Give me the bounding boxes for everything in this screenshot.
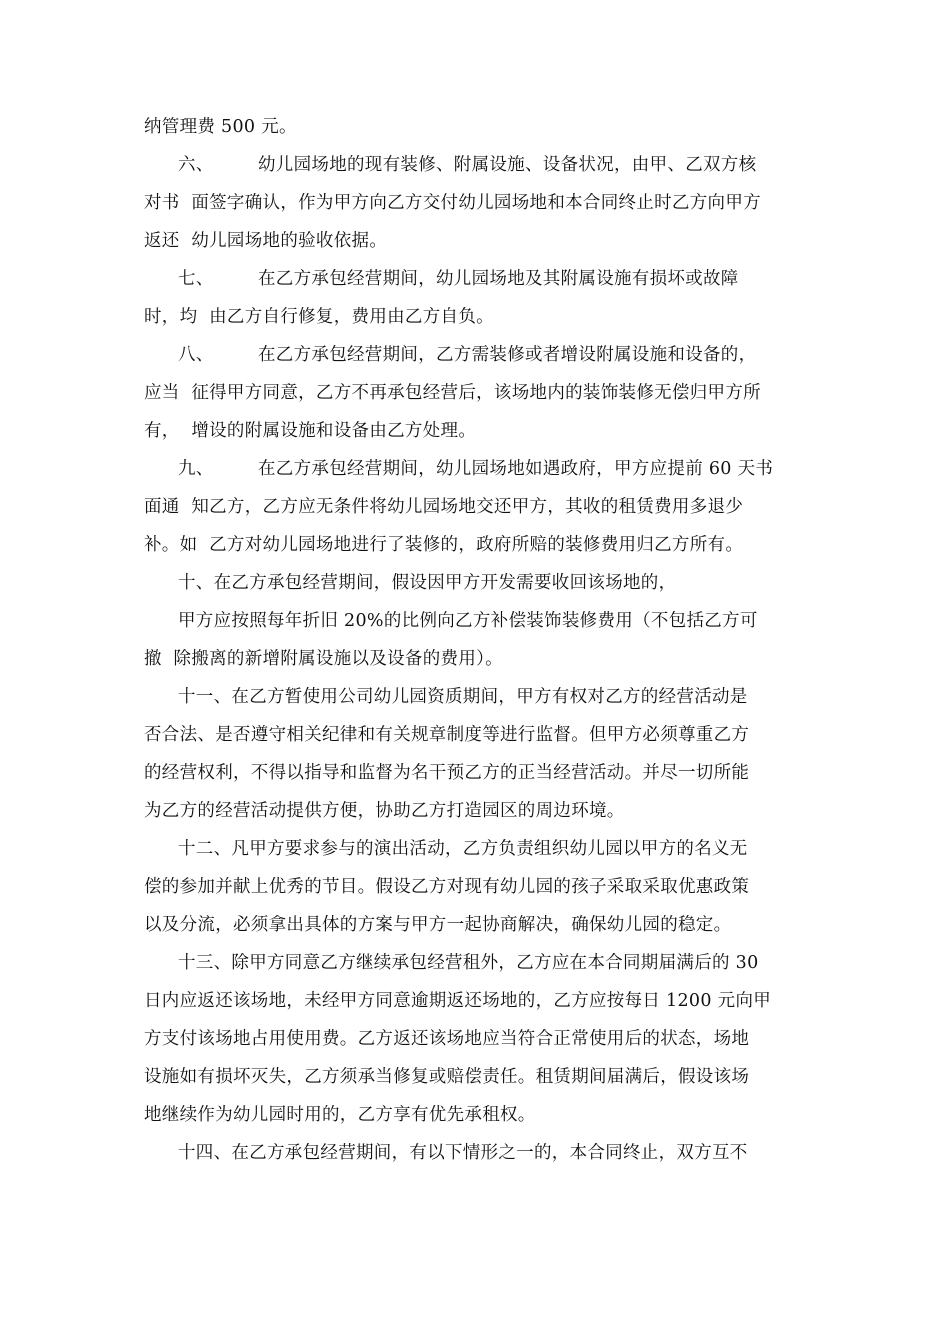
text-line: 在乙方承包经营期间，幼儿园场地及其附属设施有损坏或故障	[258, 269, 739, 289]
text-line: 十二、凡甲方要求参与的演出活动，乙方负责组织幼儿园以甲方的名义无	[178, 839, 748, 859]
clause-seven-first-line	[178, 268, 739, 290]
text-line: 补。如 乙方对幼儿园场地进行了装修的，政府所赔的装修费用归乙方所有。	[144, 535, 744, 555]
clause-nine-first-line	[178, 458, 773, 480]
text-line: 面通 知乙方，乙方应无条件将幼儿园场地交还甲方，其收的租赁费用多退少	[144, 497, 744, 517]
text-line: 日内应返还该场地，未经甲方同意逾期返还场地的，乙方应按每日 1200 元向甲	[144, 991, 772, 1011]
text-line: 有， 增设的附属设施和设备由乙方处理。	[144, 421, 477, 441]
clause-number: 九、	[178, 459, 214, 479]
text-line: 设施如有损坏灭失，乙方须承当修复或赔偿责任。租赁期间届满后，假设该场	[144, 1067, 750, 1087]
text-line: 十一、在乙方暂使用公司幼儿园资质期间，甲方有权对乙方的经营活动是	[178, 687, 748, 707]
text-line: 地继续作为幼儿园时用的，乙方享有优先承租权。	[144, 1105, 536, 1125]
text-line: 对书 面签字确认，作为甲方向乙方交付幼儿园场地和本合同终止时乙方向甲方	[144, 193, 761, 213]
text-line: 以及分流，必须拿出具体的方案与甲方一起协商解决，确保幼儿园的稳定。	[144, 915, 732, 935]
text-line: 在乙方承包经营期间，幼儿园场地如遇政府，甲方应提前 60 天书	[258, 459, 774, 479]
clause-six-first-line	[178, 154, 756, 176]
clause-number: 六、	[178, 155, 214, 175]
text-line: 偿的参加并献上优秀的节目。假设乙方对现有幼儿园的孩子采取采取优惠政策	[144, 877, 750, 897]
text-line: 十三、除甲方同意乙方继续承包经营租外，乙方应在本合同期届满后的 30	[178, 953, 759, 973]
clause-number: 七、	[178, 269, 214, 289]
text-line: 十、在乙方承包经营期间，假设因甲方开发需要收回该场地的，	[178, 573, 677, 593]
text-line: 时，均 由乙方自行修复，费用由乙方自负。	[144, 307, 494, 327]
text-line: 的经营权利，不得以指导和监督为名干预乙方的正当经营活动。并尽一切所能	[144, 763, 750, 783]
text-line: 返还 幼儿园场地的验收依据。	[144, 231, 388, 251]
text-line: 应当 征得甲方同意，乙方不再承包经营后，该场地内的装饰装修无偿归甲方所	[144, 383, 761, 403]
text-line: 否合法、是否遵守相关纪律和有关规章制度等进行监督。但甲方必须尊重乙方	[144, 725, 750, 745]
text-line: 十四、在乙方承包经营期间，有以下情形之一的，本合同终止，双方互不	[178, 1143, 748, 1163]
text-line: 撤 除搬离的新增附属设施以及设备的费用）。	[144, 649, 503, 669]
text-line: 为乙方的经营活动提供方便，协助乙方打造园区的周边环境。	[144, 801, 625, 821]
text-line: 甲方应按照每年折旧 20%的比例向乙方补偿装饰装修费用（不包括乙方可	[178, 611, 758, 631]
text-line: 在乙方承包经营期间，乙方需装修或者增设附属设施和设备的，	[258, 345, 757, 365]
text-line: 幼儿园场地的现有装修、附属设施、设备状况，由甲、乙双方核	[258, 155, 757, 175]
clause-eight-first-line	[178, 344, 756, 366]
text-line: 纳管理费 500 元。	[144, 117, 297, 137]
clause-number: 八、	[178, 345, 214, 365]
text-line: 方支付该场地占用使用费。乙方返还该场地应当符合正常使用后的状态，场地	[144, 1029, 750, 1049]
